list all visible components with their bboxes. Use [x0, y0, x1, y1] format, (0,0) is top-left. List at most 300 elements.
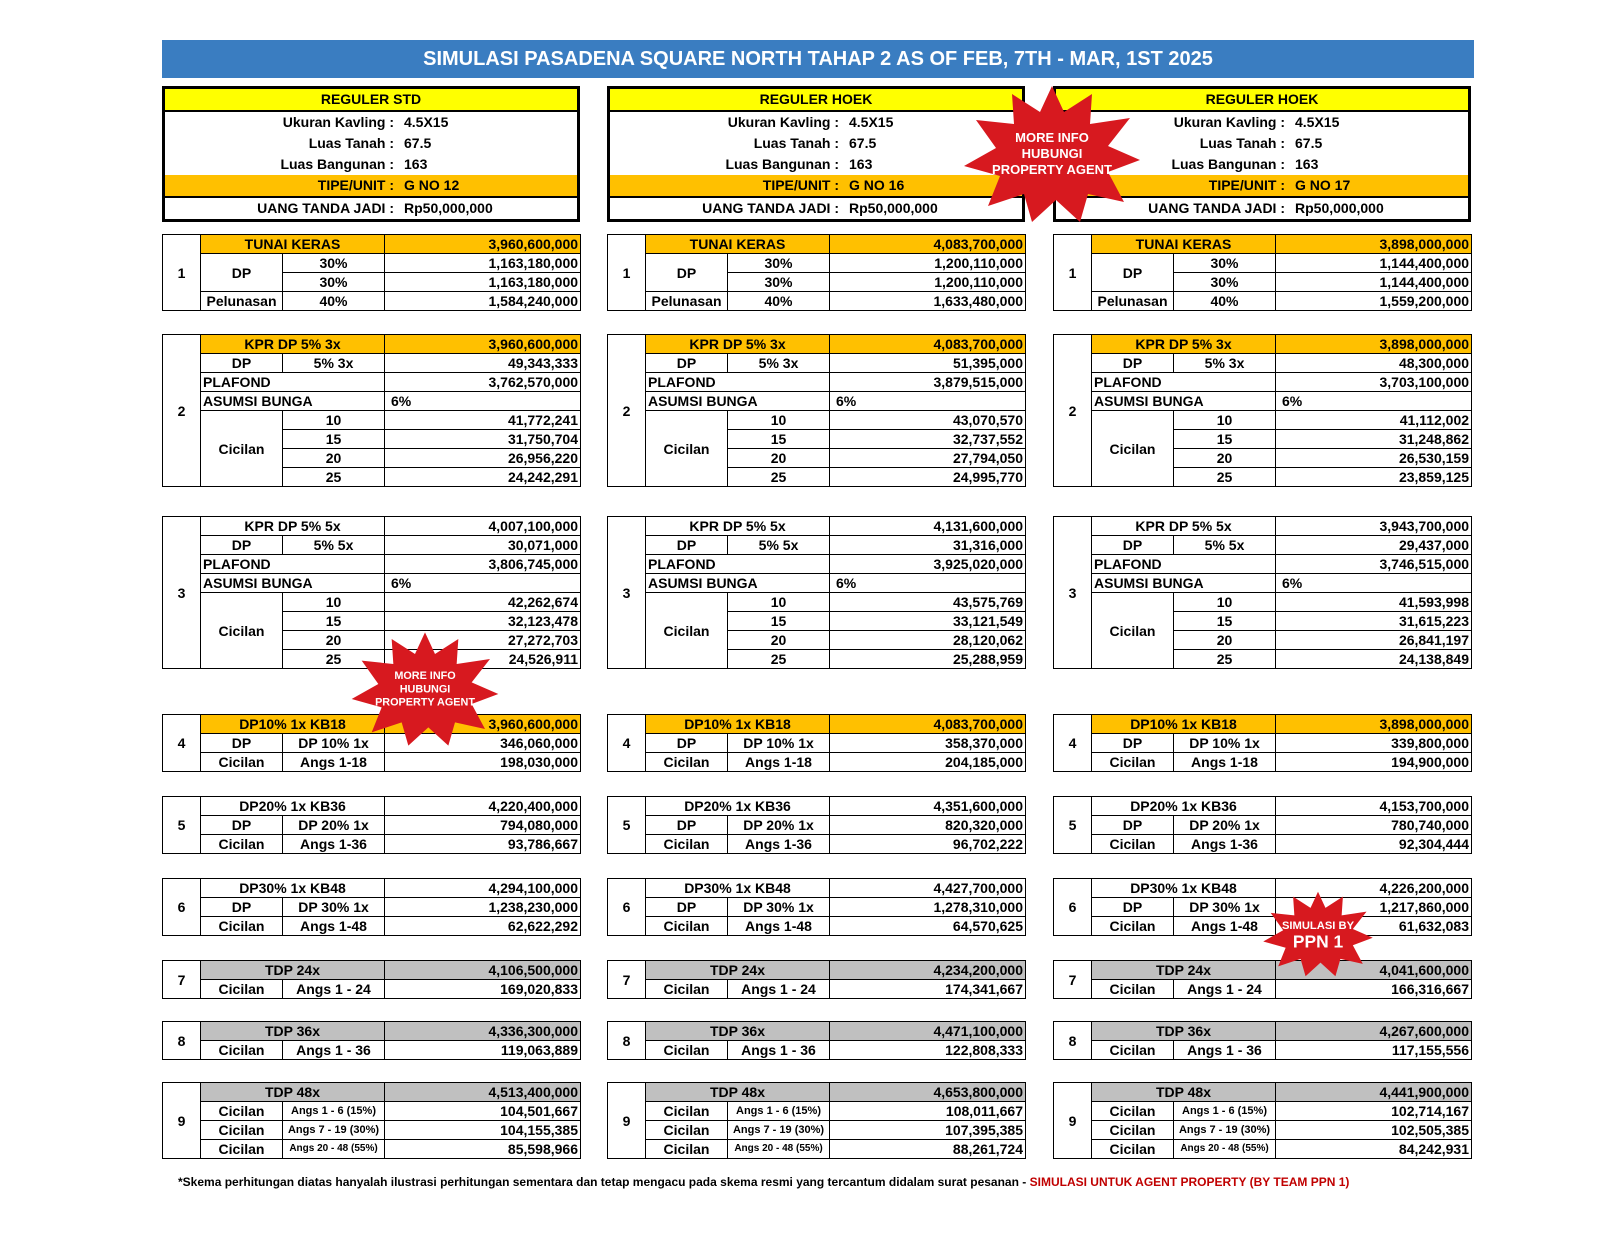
scheme-tdp — [607, 960, 1026, 999]
plafond-label: PLAFOND — [201, 373, 385, 392]
cicilan-label: Cicilan — [1092, 753, 1174, 772]
luas-bangunan-label: Luas Bangunan : — [280, 156, 394, 172]
amount: 1,144,400,000 — [1276, 254, 1472, 273]
scheme-number: 1 — [608, 235, 646, 311]
scheme-total: 3,898,000,000 — [1276, 235, 1472, 254]
dp-label: DP — [201, 898, 283, 917]
dp-label: DP — [201, 734, 283, 753]
installment: 102,505,385 — [1276, 1121, 1472, 1140]
scheme-number: 7 — [163, 961, 201, 999]
scheme-total: 4,294,100,000 — [385, 879, 581, 898]
luas-tanah-label: Luas Tanah : — [753, 135, 839, 151]
luas-bangunan-value: 163 — [404, 156, 428, 172]
dp-amount: 1,217,860,000 — [1276, 898, 1472, 917]
tipe-label: TIPE/UNIT : — [317, 177, 394, 193]
angs-term: Angs 1 - 24 — [283, 980, 385, 999]
cicilan-label: Cicilan — [646, 835, 728, 854]
installment: 27,794,050 — [830, 449, 1026, 468]
ukuran-label: Ukuran Kavling : — [282, 114, 394, 130]
tenor: 10 — [1174, 411, 1276, 430]
badge-line-2: HUBUNGI — [1021, 146, 1083, 161]
cicilan-label: Cicilan — [201, 835, 283, 854]
amount: 1,200,110,000 — [830, 273, 1026, 292]
scheme-number: 9 — [1054, 1083, 1092, 1159]
ukuran-row — [165, 112, 577, 133]
tenor: 25 — [283, 468, 385, 487]
scheme-head: DP10% 1x KB18 — [646, 715, 830, 734]
badge-line-3: PROPERTY AGENT — [375, 696, 475, 709]
dp-term: 5% 3x — [728, 354, 830, 373]
dp-label: DP — [646, 816, 728, 835]
dp-label: DP — [646, 254, 728, 292]
scheme-head: DP20% 1x KB36 — [201, 797, 385, 816]
tenor: 10 — [728, 593, 830, 612]
asumsi-label: ASUMSI BUNGA — [201, 392, 385, 411]
angs-term: Angs 1 - 6 (15%) — [1174, 1102, 1276, 1121]
angs-term: Angs 1 - 36 — [1174, 1041, 1276, 1060]
plafond-amount: 3,806,745,000 — [385, 555, 581, 574]
scheme-head: TUNAI KERAS — [201, 235, 385, 254]
angs-term: Angs 1-18 — [1174, 753, 1276, 772]
tenor: 20 — [283, 631, 385, 650]
installment: 24,995,770 — [830, 468, 1026, 487]
dp-label: DP — [1092, 734, 1174, 753]
tenor: 10 — [728, 411, 830, 430]
utj-label: UANG TANDA JADI : — [1148, 200, 1285, 216]
tenor: 20 — [1174, 449, 1276, 468]
installment: 107,395,385 — [830, 1121, 1026, 1140]
angs-term: Angs 20 - 48 (55%) — [728, 1140, 830, 1159]
badge-line-2: HUBUNGI — [399, 683, 451, 696]
scheme-number: 3 — [608, 517, 646, 669]
dp-amount: 31,316,000 — [830, 536, 1026, 555]
installment: 41,112,002 — [1276, 411, 1472, 430]
dp-amount: 29,437,000 — [1276, 536, 1472, 555]
cicilan-label: Cicilan — [201, 917, 283, 936]
dp-term: 5% 3x — [283, 354, 385, 373]
scheme-total: 4,336,300,000 — [385, 1022, 581, 1041]
utj-label: UANG TANDA JADI : — [702, 200, 839, 216]
installment: 31,615,223 — [1276, 612, 1472, 631]
scheme-number: 6 — [608, 879, 646, 936]
dp-term: DP 30% 1x — [728, 898, 830, 917]
scheme-head: TDP 36x — [201, 1022, 385, 1041]
installment: 194,900,000 — [1276, 753, 1472, 772]
cicilan-label: Cicilan — [646, 1102, 728, 1121]
tenor: 20 — [283, 449, 385, 468]
dp-label: DP — [1092, 536, 1174, 555]
installment: 41,772,241 — [385, 411, 581, 430]
scheme-number: 3 — [163, 517, 201, 669]
plafond-label: PLAFOND — [1092, 555, 1276, 574]
angs-term: Angs 20 - 48 (55%) — [283, 1140, 385, 1159]
installment: 28,120,062 — [830, 631, 1026, 650]
installment: 122,808,333 — [830, 1041, 1026, 1060]
scheme-head: TDP 48x — [201, 1083, 385, 1102]
page-title: SIMULASI PASADENA SQUARE NORTH TAHAP 2 AS OF FEB, 7TH - MAR, 1ST 2025 — [162, 40, 1474, 78]
unit-name: REGULER STD — [165, 89, 577, 112]
scheme-number: 2 — [163, 335, 201, 487]
cicilan-label: Cicilan — [646, 411, 728, 487]
angs-term: Angs 1 - 24 — [728, 980, 830, 999]
scheme-total: 3,960,600,000 — [385, 335, 581, 354]
scheme-total: 4,471,100,000 — [830, 1022, 1026, 1041]
pct: 30% — [728, 273, 830, 292]
scheme-total: 4,234,200,000 — [830, 961, 1026, 980]
dp-label: DP — [201, 816, 283, 835]
scheme-total: 4,653,800,000 — [830, 1083, 1026, 1102]
installment: 41,593,998 — [1276, 593, 1472, 612]
dp-amount: 780,740,000 — [1276, 816, 1472, 835]
angs-term: Angs 7 - 19 (30%) — [728, 1121, 830, 1140]
more-info-badge-top — [962, 84, 1142, 224]
scheme-tunai-keras — [162, 234, 581, 311]
cicilan-label: Cicilan — [201, 593, 283, 669]
bunga-value: 6% — [1276, 574, 1472, 593]
cicilan-label: Cicilan — [201, 1102, 283, 1121]
unit-name: REGULER HOEK — [1056, 89, 1468, 112]
scheme-number: 5 — [608, 797, 646, 854]
angs-term: Angs 1-48 — [728, 917, 830, 936]
dp-amount: 346,060,000 — [385, 734, 581, 753]
tenor: 25 — [283, 650, 385, 669]
installment: 43,070,570 — [830, 411, 1026, 430]
plafond-amount: 3,703,100,000 — [1276, 373, 1472, 392]
scheme-number: 8 — [163, 1022, 201, 1060]
installment: 104,155,385 — [385, 1121, 581, 1140]
scheme-head: DP30% 1x KB48 — [1092, 879, 1276, 898]
dp-label: DP — [1092, 354, 1174, 373]
bunga-value: 6% — [830, 574, 1026, 593]
pct: 30% — [283, 254, 385, 273]
plafond-label: PLAFOND — [646, 555, 830, 574]
plafond-label: PLAFOND — [1092, 373, 1276, 392]
installment: 31,248,862 — [1276, 430, 1472, 449]
scheme-head: TDP 48x — [1092, 1083, 1276, 1102]
amount: 1,144,400,000 — [1276, 273, 1472, 292]
scheme-tdp-48 — [607, 1082, 1026, 1159]
dp-term: DP 10% 1x — [283, 734, 385, 753]
installment: 61,632,083 — [1276, 917, 1472, 936]
dp-label: DP — [1092, 254, 1174, 292]
scheme-head: KPR DP 5% 5x — [646, 517, 830, 536]
scheme-number: 1 — [1054, 235, 1092, 311]
cicilan-label: Cicilan — [1092, 1121, 1174, 1140]
cicilan-label: Cicilan — [1092, 593, 1174, 669]
scheme-head: DP10% 1x KB18 — [1092, 715, 1276, 734]
angs-term: Angs 1-48 — [283, 917, 385, 936]
scheme-tunai-keras — [1053, 234, 1472, 311]
scheme-head: DP30% 1x KB48 — [201, 879, 385, 898]
amount: 1,163,180,000 — [385, 273, 581, 292]
cicilan-label: Cicilan — [1092, 1140, 1174, 1159]
badge-line-1: MORE INFO — [394, 670, 456, 682]
installment: 43,575,769 — [830, 593, 1026, 612]
luas-bangunan-value: 163 — [849, 156, 873, 172]
scheme-head: TUNAI KERAS — [646, 235, 830, 254]
scheme-head: TDP 24x — [201, 961, 385, 980]
scheme-tdp — [162, 960, 581, 999]
scheme-tdp-48 — [162, 1082, 581, 1159]
scheme-total: 3,960,600,000 — [385, 235, 581, 254]
luas-bangunan-row — [165, 154, 577, 175]
scheme-dp-kb — [607, 878, 1026, 936]
pct: 30% — [1174, 273, 1276, 292]
installment: 62,622,292 — [385, 917, 581, 936]
scheme-head: KPR DP 5% 5x — [1092, 517, 1276, 536]
installment: 93,786,667 — [385, 835, 581, 854]
scheme-total: 4,427,700,000 — [830, 879, 1026, 898]
dp-label: DP — [201, 354, 283, 373]
dp-term: DP 20% 1x — [1174, 816, 1276, 835]
tipe-label: TIPE/UNIT : — [762, 177, 839, 193]
scheme-head: DP20% 1x KB36 — [646, 797, 830, 816]
scheme-number: 5 — [1054, 797, 1092, 854]
dp-label: DP — [1092, 898, 1174, 917]
asumsi-label: ASUMSI BUNGA — [1092, 392, 1276, 411]
amount: 1,633,480,000 — [830, 292, 1026, 311]
pelunasan-label: Pelunasan — [201, 292, 283, 311]
scheme-total: 4,083,700,000 — [830, 235, 1026, 254]
installment: 84,242,931 — [1276, 1140, 1472, 1159]
dp-term: 5% 5x — [728, 536, 830, 555]
tenor: 25 — [1174, 468, 1276, 487]
installment: 108,011,667 — [830, 1102, 1026, 1121]
scheme-total: 4,153,700,000 — [1276, 797, 1472, 816]
plafond-label: PLAFOND — [201, 555, 385, 574]
scheme-head: KPR DP 5% 5x — [201, 517, 385, 536]
luas-tanah-value: 67.5 — [849, 135, 877, 151]
scheme-tdp — [1053, 1021, 1472, 1060]
pct: 40% — [283, 292, 385, 311]
utj-row — [165, 196, 577, 219]
unit-column — [162, 86, 580, 1166]
luas-tanah-label: Luas Tanah : — [308, 135, 394, 151]
tenor: 15 — [283, 612, 385, 631]
pct: 30% — [283, 273, 385, 292]
scheme-dp-kb — [1053, 796, 1472, 854]
dp-amount: 51,395,000 — [830, 354, 1026, 373]
scheme-number: 5 — [163, 797, 201, 854]
scheme-number: 6 — [1054, 879, 1092, 936]
plafond-amount: 3,925,020,000 — [830, 555, 1026, 574]
scheme-number: 6 — [163, 879, 201, 936]
dp-term: DP 30% 1x — [283, 898, 385, 917]
cicilan-label: Cicilan — [1092, 1041, 1174, 1060]
asumsi-label: ASUMSI BUNGA — [1092, 574, 1276, 593]
scheme-tdp — [607, 1021, 1026, 1060]
scheme-number: 2 — [1054, 335, 1092, 487]
scheme-total: 4,226,200,000 — [1276, 879, 1472, 898]
cicilan-label: Cicilan — [646, 1121, 728, 1140]
tipe-label: TIPE/UNIT : — [1208, 177, 1285, 193]
scheme-number: 4 — [1054, 715, 1092, 772]
badge-line-1: MORE INFO — [1015, 130, 1089, 145]
installment: 24,138,849 — [1276, 650, 1472, 669]
angs-term: Angs 1-36 — [1174, 835, 1276, 854]
dp-amount: 358,370,000 — [830, 734, 1026, 753]
scheme-number: 8 — [608, 1022, 646, 1060]
angs-term: Angs 20 - 48 (55%) — [1174, 1140, 1276, 1159]
scheme-tdp — [162, 1021, 581, 1060]
scheme-number: 2 — [608, 335, 646, 487]
angs-term: Angs 1 - 36 — [728, 1041, 830, 1060]
tipe-value: G NO 17 — [1295, 177, 1351, 193]
scheme-total: 4,083,700,000 — [830, 715, 1026, 734]
ppn-line-2: PPN 1 — [1292, 931, 1344, 952]
installment: 26,956,220 — [385, 449, 581, 468]
cicilan-label: Cicilan — [646, 1140, 728, 1159]
installment: 104,501,667 — [385, 1102, 581, 1121]
tenor: 15 — [728, 430, 830, 449]
tenor: 20 — [728, 449, 830, 468]
footer-note — [178, 1175, 1349, 1189]
ukuran-value: 4.5X15 — [404, 114, 449, 130]
scheme-kpr — [1053, 516, 1472, 669]
installment: 23,859,125 — [1276, 468, 1472, 487]
tenor: 15 — [1174, 430, 1276, 449]
dp-amount: 1,238,230,000 — [385, 898, 581, 917]
tenor: 25 — [728, 650, 830, 669]
amount: 1,163,180,000 — [385, 254, 581, 273]
angs-term: Angs 7 - 19 (30%) — [1174, 1121, 1276, 1140]
angs-term: Angs 7 - 19 (30%) — [283, 1121, 385, 1140]
scheme-head: DP30% 1x KB48 — [646, 879, 830, 898]
tenor: 25 — [1174, 650, 1276, 669]
dp-label: DP — [646, 354, 728, 373]
pelunasan-label: Pelunasan — [646, 292, 728, 311]
installment: 26,841,197 — [1276, 631, 1472, 650]
installment: 92,304,444 — [1276, 835, 1472, 854]
tipe-row — [610, 175, 1022, 196]
scheme-total: 3,898,000,000 — [1276, 715, 1472, 734]
amount: 1,200,110,000 — [830, 254, 1026, 273]
scheme-total: 3,960,600,000 — [385, 715, 581, 734]
utj-value: Rp50,000,000 — [404, 200, 493, 216]
dp-term: DP 10% 1x — [1174, 734, 1276, 753]
dp-label: DP — [1092, 816, 1174, 835]
bunga-value: 6% — [1276, 392, 1472, 411]
scheme-head: KPR DP 5% 3x — [1092, 335, 1276, 354]
plafond-amount: 3,879,515,000 — [830, 373, 1026, 392]
luas-bangunan-label: Luas Bangunan : — [1171, 156, 1285, 172]
pelunasan-label: Pelunasan — [1092, 292, 1174, 311]
unit-column — [607, 86, 1025, 1166]
luas-tanah-row — [165, 133, 577, 154]
ukuran-row — [610, 112, 1022, 133]
installment: 119,063,889 — [385, 1041, 581, 1060]
dp-term: DP 30% 1x — [1174, 898, 1276, 917]
scheme-dp-kb — [162, 796, 581, 854]
scheme-kpr — [162, 334, 581, 487]
angs-term: Angs 1 - 36 — [283, 1041, 385, 1060]
footer-red-text: SIMULASI UNTUK AGENT PROPERTY (BY TEAM PPN 1) — [1029, 1175, 1350, 1189]
tipe-row — [165, 175, 577, 196]
dp-label: DP — [646, 898, 728, 917]
installment: 31,750,704 — [385, 430, 581, 449]
scheme-head: TUNAI KERAS — [1092, 235, 1276, 254]
tenor: 25 — [728, 468, 830, 487]
pct: 30% — [1174, 254, 1276, 273]
tenor: 10 — [283, 593, 385, 612]
asumsi-label: ASUMSI BUNGA — [201, 574, 385, 593]
tenor: 15 — [728, 612, 830, 631]
dp-term: DP 20% 1x — [728, 816, 830, 835]
cicilan-label: Cicilan — [201, 411, 283, 487]
angs-term: Angs 1-36 — [283, 835, 385, 854]
luas-bangunan-row — [610, 154, 1022, 175]
installment: 26,530,159 — [1276, 449, 1472, 468]
utj-label: UANG TANDA JADI : — [257, 200, 394, 216]
scheme-kpr — [607, 334, 1026, 487]
cicilan-label: Cicilan — [646, 980, 728, 999]
dp-term: 5% 3x — [1174, 354, 1276, 373]
angs-term: Angs 1 - 6 (15%) — [728, 1102, 830, 1121]
luas-tanah-value: 67.5 — [404, 135, 432, 151]
bunga-value: 6% — [830, 392, 1026, 411]
more-info-badge-mid — [350, 630, 500, 748]
ukuran-label: Ukuran Kavling : — [727, 114, 839, 130]
tenor: 15 — [1174, 612, 1276, 631]
ukuran-label: Ukuran Kavling : — [1173, 114, 1285, 130]
scheme-tunai-keras — [607, 234, 1026, 311]
scheme-head: DP20% 1x KB36 — [1092, 797, 1276, 816]
ukuran-value: 4.5X15 — [1295, 114, 1340, 130]
luas-bangunan-value: 163 — [1295, 156, 1319, 172]
installment: 169,020,833 — [385, 980, 581, 999]
dp-amount: 339,800,000 — [1276, 734, 1472, 753]
installment: 64,570,625 — [830, 917, 1026, 936]
tenor: 15 — [283, 430, 385, 449]
installment: 204,185,000 — [830, 753, 1026, 772]
scheme-total: 4,220,400,000 — [385, 797, 581, 816]
cicilan-label: Cicilan — [646, 753, 728, 772]
dp-amount: 820,320,000 — [830, 816, 1026, 835]
dp-term: 5% 5x — [283, 536, 385, 555]
tipe-value: G NO 16 — [849, 177, 905, 193]
asumsi-label: ASUMSI BUNGA — [646, 392, 830, 411]
installment: 85,598,966 — [385, 1140, 581, 1159]
cicilan-label: Cicilan — [1092, 411, 1174, 487]
dp-amount: 48,300,000 — [1276, 354, 1472, 373]
plafond-amount: 3,746,515,000 — [1276, 555, 1472, 574]
amount: 1,559,200,000 — [1276, 292, 1472, 311]
scheme-number: 7 — [1054, 961, 1092, 999]
scheme-head: TDP 24x — [1092, 961, 1276, 980]
installment: 42,262,674 — [385, 593, 581, 612]
scheme-head: DP10% 1x KB18 — [201, 715, 385, 734]
tipe-value: G NO 12 — [404, 177, 460, 193]
cicilan-label: Cicilan — [1092, 980, 1174, 999]
cicilan-label: Cicilan — [201, 1140, 283, 1159]
unit-name: REGULER HOEK — [610, 89, 1022, 112]
utj-row — [610, 196, 1022, 219]
angs-term: Angs 1 - 6 (15%) — [283, 1102, 385, 1121]
luas-bangunan-label: Luas Bangunan : — [725, 156, 839, 172]
scheme-head: TDP 24x — [646, 961, 830, 980]
dp-term: 5% 5x — [1174, 536, 1276, 555]
scheme-number: 9 — [163, 1083, 201, 1159]
dp-amount: 1,278,310,000 — [830, 898, 1026, 917]
angs-term: Angs 1 - 24 — [1174, 980, 1276, 999]
installment: 88,261,724 — [830, 1140, 1026, 1159]
scheme-number: 1 — [163, 235, 201, 311]
pct: 40% — [1174, 292, 1276, 311]
scheme-total: 3,898,000,000 — [1276, 335, 1472, 354]
scheme-head: TDP 36x — [646, 1022, 830, 1041]
installment: 25,288,959 — [830, 650, 1026, 669]
scheme-total: 4,041,600,000 — [1276, 961, 1472, 980]
